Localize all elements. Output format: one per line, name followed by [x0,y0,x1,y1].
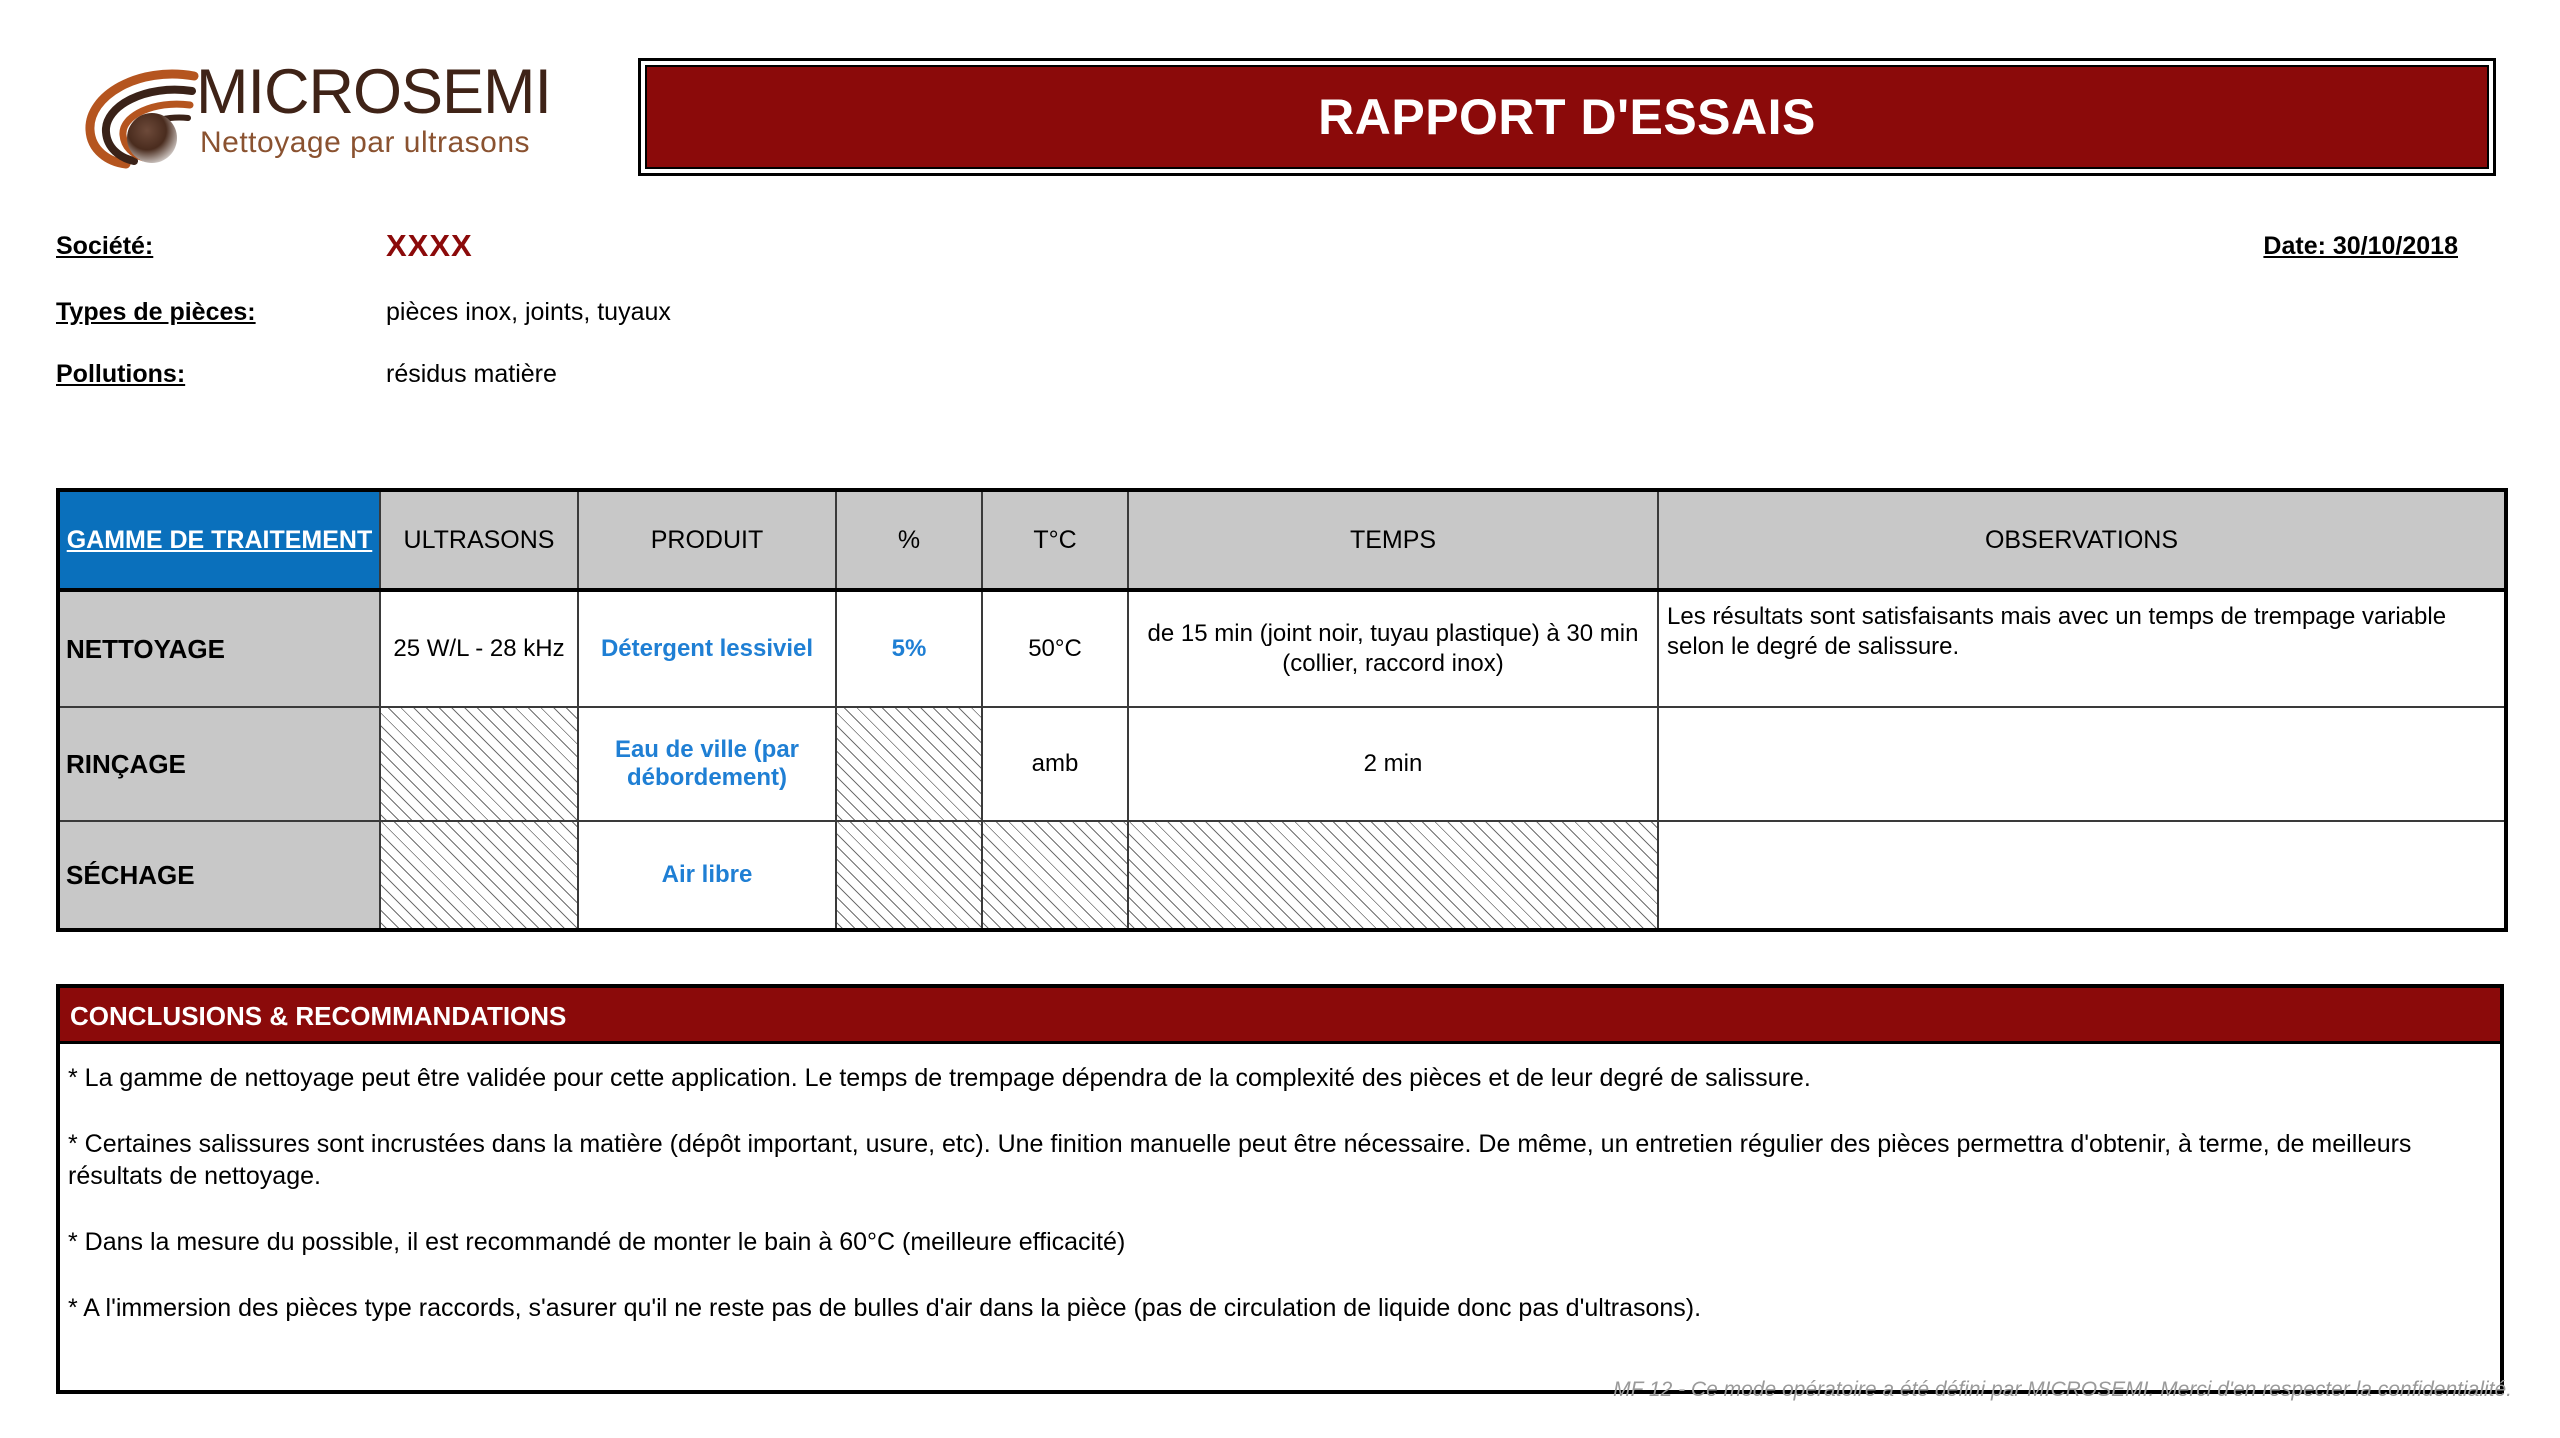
cell-produit-nettoyage: Détergent lessiviel [578,590,836,707]
page-header [0,0,2560,200]
col-header-temperature: T°C [982,490,1128,590]
cell-ultrasons-nettoyage: 25 W/L - 28 kHz [380,590,578,707]
table-header-row [58,490,2506,590]
info-row-societe [56,228,2506,272]
cell-pourcent-rincage [836,707,982,821]
table-row [58,821,2506,930]
company-logo [78,56,598,176]
logo-tagline: Nettoyage par ultrasons [200,126,531,159]
cell-produit-sechage: Air libre [578,821,836,930]
conclusions-title: CONCLUSIONS & RECOMMANDATIONS [60,988,2500,1044]
cell-temperature-sechage [982,821,1128,930]
conclusions-body [60,1044,2500,1390]
cell-gamme-sechage: SÉCHAGE [58,821,380,930]
conclusion-item: * La gamme de nettoyage peut être validée pour cette application. Le temps de trempage dépendra de la complexité des pièces et de leur degré de salissure. [68,1064,1811,1092]
page-title: RAPPORT D'ESSAIS [1318,89,1816,145]
col-header-temps: TEMPS [1128,490,1658,590]
cell-ultrasons-rincage [380,707,578,821]
cell-pourcent-nettoyage: 5% [836,590,982,707]
cell-ultrasons-sechage [380,821,578,930]
info-label-types-de-pieces: Types de pièces: [56,298,256,326]
col-header-produit: PRODUIT [578,490,836,590]
cell-temps-sechage [1128,821,1658,930]
info-label-pollutions: Pollutions: [56,360,186,388]
info-label-societe: Société: [56,232,154,260]
cell-observations-nettoyage: Les résultats sont satisfaisants mais avec un temps de trempage variable selon le degré de salissure. [1658,590,2506,707]
cell-pourcent-sechage [836,821,982,930]
info-row-pollutions [56,360,2506,400]
table-row [58,707,2506,821]
report-title-banner-inner [645,65,2489,169]
col-header-pourcent: % [836,490,982,590]
info-value-societe: XXXX [386,228,473,263]
table-row [58,590,2506,707]
info-row-types-de-pieces [56,298,2506,338]
logo-company-name: MICROSEMI [196,57,552,127]
cell-temps-nettoyage: de 15 min (joint noir, tuyau plastique) à 30 min (collier, raccord inox) [1128,590,1658,707]
treatment-process-table [56,488,2508,932]
col-header-observations: OBSERVATIONS [1658,490,2506,590]
cell-temps-rincage: 2 min [1128,707,1658,821]
col-header-gamme-de-traitement: GAMME DE TRAITEMENT [58,490,380,590]
cell-temperature-nettoyage: 50°C [982,590,1128,707]
conclusion-item: * A l'immersion des pièces type raccords, s'asurer qu'il ne reste pas de bulles d'air dans la pièce (pas de circulation de liquide donc pas d'ultrasons). [68,1294,1702,1322]
info-value-types-de-pieces: pièces inox, joints, tuyaux [386,298,671,326]
conclusions-section [56,984,2504,1394]
report-date: Date: 30/10/2018 [2263,232,2458,260]
logo-wordmark [196,57,596,160]
col-header-ultrasons: ULTRASONS [380,490,578,590]
cell-gamme-nettoyage: NETTOYAGE [58,590,380,707]
page-footer: MF 12 - Ce mode opératoire a été défini par MICROSEMI. Merci d'en respecter la confidentialité. [1613,1378,2512,1401]
cell-gamme-rincage: RINÇAGE [58,707,380,821]
cell-temperature-rincage: amb [982,707,1128,821]
cell-observations-rincage [1658,707,2506,821]
cell-observations-sechage [1658,821,2506,930]
microsemi-arc-logo-icon [78,58,208,170]
info-value-pollutions: résidus matière [386,360,557,388]
conclusion-item: * Dans la mesure du possible, il est recommandé de monter le bain à 60°C (meilleure efficacité) [68,1228,1126,1256]
report-title-banner [638,58,2496,176]
cell-produit-rincage: Eau de ville (par débordement) [578,707,836,821]
conclusion-item: * Certaines salissures sont incrustées dans la matière (dépôt important, usure, etc). Une finition manuelle peut être nécessaire. De même, un entretien régulier des pièces permettra d'obtenir, à terme, de meilleurs résultats de nettoyage. [68,1130,2412,1190]
